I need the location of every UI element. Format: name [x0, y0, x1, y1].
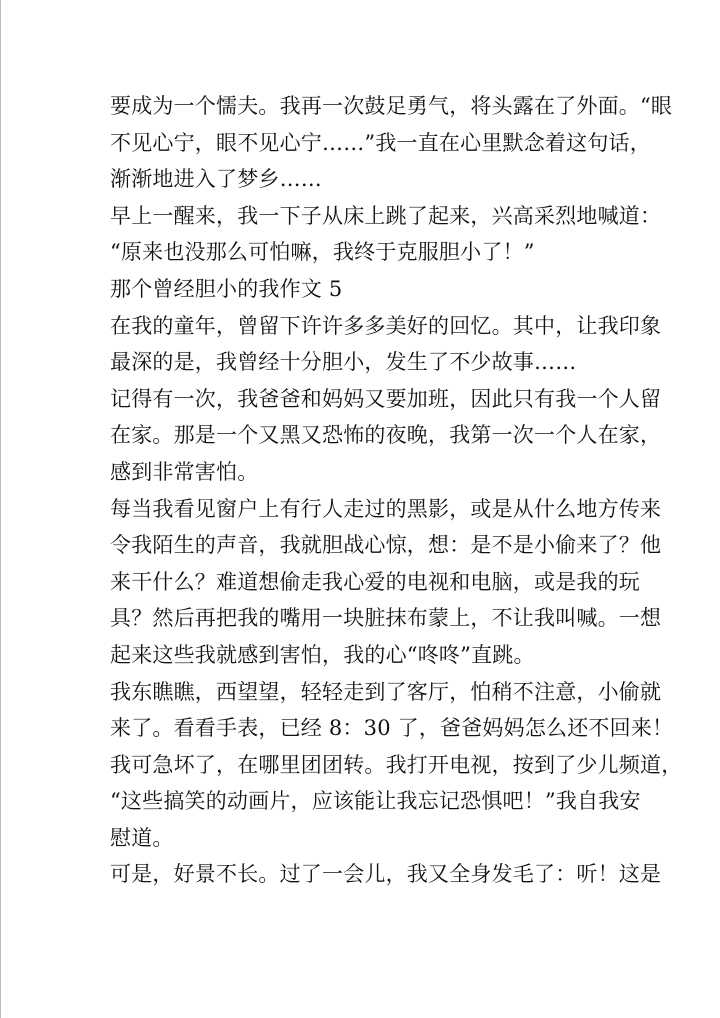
paragraph-5: [110, 381, 662, 491]
essay-heading: [110, 271, 614, 308]
text-line: 感到非常害怕。: [110, 459, 259, 484]
text-line: 我可急坏了，在哪里团团转。我打开电视，按到了少儿频道，: [110, 752, 683, 777]
text-line: 最深的是，我曾经十分胆小，发生了不少故事……: [110, 350, 577, 375]
paragraph-1: [110, 88, 673, 198]
text-line: 渐渐地进入了梦乡……: [110, 167, 322, 192]
document-body: [110, 88, 683, 893]
text-line: 记得有一次，我爸爸和妈妈又要加班，因此只有我一个人留: [110, 386, 662, 411]
paragraph-8: [110, 856, 662, 893]
text-line: 来了。看看手表，已经 8：30 了，爸爸妈妈怎么还不回来！: [110, 716, 674, 741]
text-line: 起来这些我就感到害怕，我的心“咚咚”直跳。: [110, 642, 535, 667]
text-line: 要成为一个懦夫。我再一次鼓足勇气，将头露在了外面。“眼: [110, 94, 673, 118]
text-line: 具？然后再把我的嘴用一块脏抹布蒙上，不让我叫喊。一想: [110, 606, 662, 631]
text-line: 可是，好景不长。过了一会儿，我又全身发毛了：听！这是: [110, 862, 662, 887]
paragraph-4: [110, 308, 662, 381]
text-line: 我东瞧瞧，西望望，轻轻走到了客厅，怕稍不注意，小偷就: [110, 679, 662, 704]
heading-text: 那个曾经胆小的我作文 5: [110, 276, 343, 301]
text-line: “原来也没那么可怕嘛，我终于克服胆小了！”: [110, 240, 535, 265]
text-line: 来干什么？难道想偷走我心爱的电视和电脑，或是我的玩: [110, 569, 640, 594]
text-line: 早上一醒来，我一下子从床上跳了起来，兴高采烈地喊道：: [110, 203, 662, 228]
text-line: 不见心宁，眼不见心宁……”我一直在心里默念着这句话，: [110, 130, 651, 155]
text-line: 令我陌生的声音，我就胆战心惊，想：是不是小偷来了？他: [110, 533, 662, 558]
text-line: 每当我看见窗户上有行人走过的黑影，或是从什么地方传来: [110, 496, 662, 521]
paragraph-6: [110, 491, 662, 674]
text-line: 在我的童年，曾留下许许多多美好的回忆。其中，让我印象: [110, 313, 662, 338]
text-line: “这些搞笑的动画片，应该能让我忘记恐惧吧！”我自我安: [110, 789, 641, 814]
text-line: 慰道。: [110, 825, 174, 850]
paragraph-7: [110, 674, 683, 857]
text-line: 在家。那是一个又黑又恐怖的夜晚，我第一次一个人在家，: [110, 423, 662, 448]
paragraph-2: [110, 198, 662, 271]
